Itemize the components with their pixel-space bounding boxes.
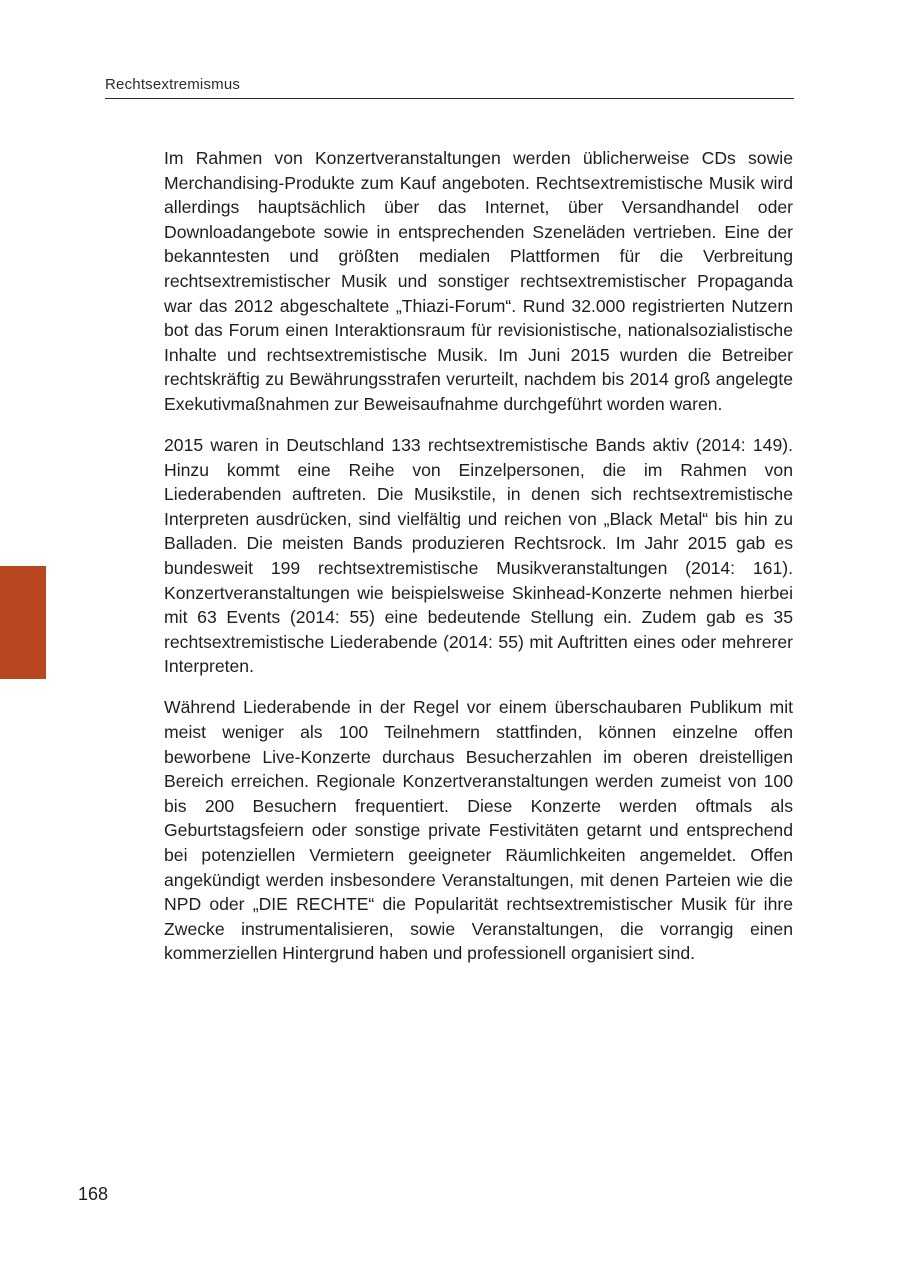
- paragraph-2: 2015 waren in Deutschland 133 rechtsextremistische Bands aktiv (2014: 149). Hinzu kommt eine Reihe von Einzelpersonen, die im Rahmen von Liederabenden auftreten. Die Musikstile, in denen sich rechtsextremistische Interpreten ausdrücken, sind vielfältig und reichen von „Black Metal“ bis hin zu Balladen. Die meisten Bands produzieren Rechtsrock. Im Jahr 2015 gab es bundesweit 199 rechtsextremistische Musikveranstaltungen (2014: 161). Konzertveranstaltungen wie beispielsweise Skinhead-Konzerte nehmen hierbei mit 63 Events (2014: 55) eine bedeutende Stellung ein. Zudem gab es 35 rechtsextremistische Liederabende (2014: 55) mit Auftritten eines oder mehrerer Interpreten.: [164, 435, 793, 677]
- paragraph-1: Im Rahmen von Konzertveranstaltungen werden üblicherweise CDs sowie Merchandising-Produkte zum Kauf angeboten. Rechtsextremistische Musik wird allerdings hauptsächlich über das Internet, über Versandhandel oder Downloadangebote sowie in entsprechenden Szeneläden vertrieben. Eine der bekanntesten und größten medialen Plattformen für die Verbreitung rechtsextremistischer Musik und sonstiger rechtsextremistischer Propaganda war das 2012 abgeschaltete „Thiazi-Forum“. Rund 32.000 registrierten Nutzern bot das Forum einen Interaktionsraum für revisionistische, nationalsozialistische Inhalte und rechtsextremistische Musik. Im Juni 2015 wurden die Betreiber rechtskräftig zu Bewährungsstrafen verurteilt, nachdem bis 2014 groß angelegte Exekutivmaßnahmen zur Beweisaufnahme durchgeführt worden waren.: [164, 148, 793, 414]
- header-divider: [105, 98, 794, 99]
- body-text: [164, 146, 793, 983]
- paragraph-3: Während Liederabende in der Regel vor einem überschaubaren Publikum mit meist weniger als 100 Teilnehmern stattfinden, können einzelne offen beworbene Live-Konzerte durchaus Besucherzahlen im oberen dreistelligen Bereich erreichen. Regionale Konzertveranstaltungen werden zumeist von 100 bis 200 Besuchern frequentiert. Diese Konzerte werden oftmals als Geburtstagsfeiern oder sonstige private Festivitäten getarnt und entsprechend bei potenziellen Vermietern geeigneter Räumlichkeiten angemeldet. Offen angekündigt werden insbesondere Veranstaltungen, mit denen Parteien wie die NPD oder „DIE RECHTE“ die Popularität rechtsextremistischer Musik für ihre Zwecke instrumentalisieren, sowie Veranstaltungen, die vorrangig einen kommerziellen Hintergrund haben und professionell organisiert sind.: [164, 697, 793, 964]
- page-number: 168: [78, 1184, 109, 1204]
- chapter-color-tab: [0, 566, 46, 679]
- running-head-title: Rechtsextremismus: [105, 76, 241, 93]
